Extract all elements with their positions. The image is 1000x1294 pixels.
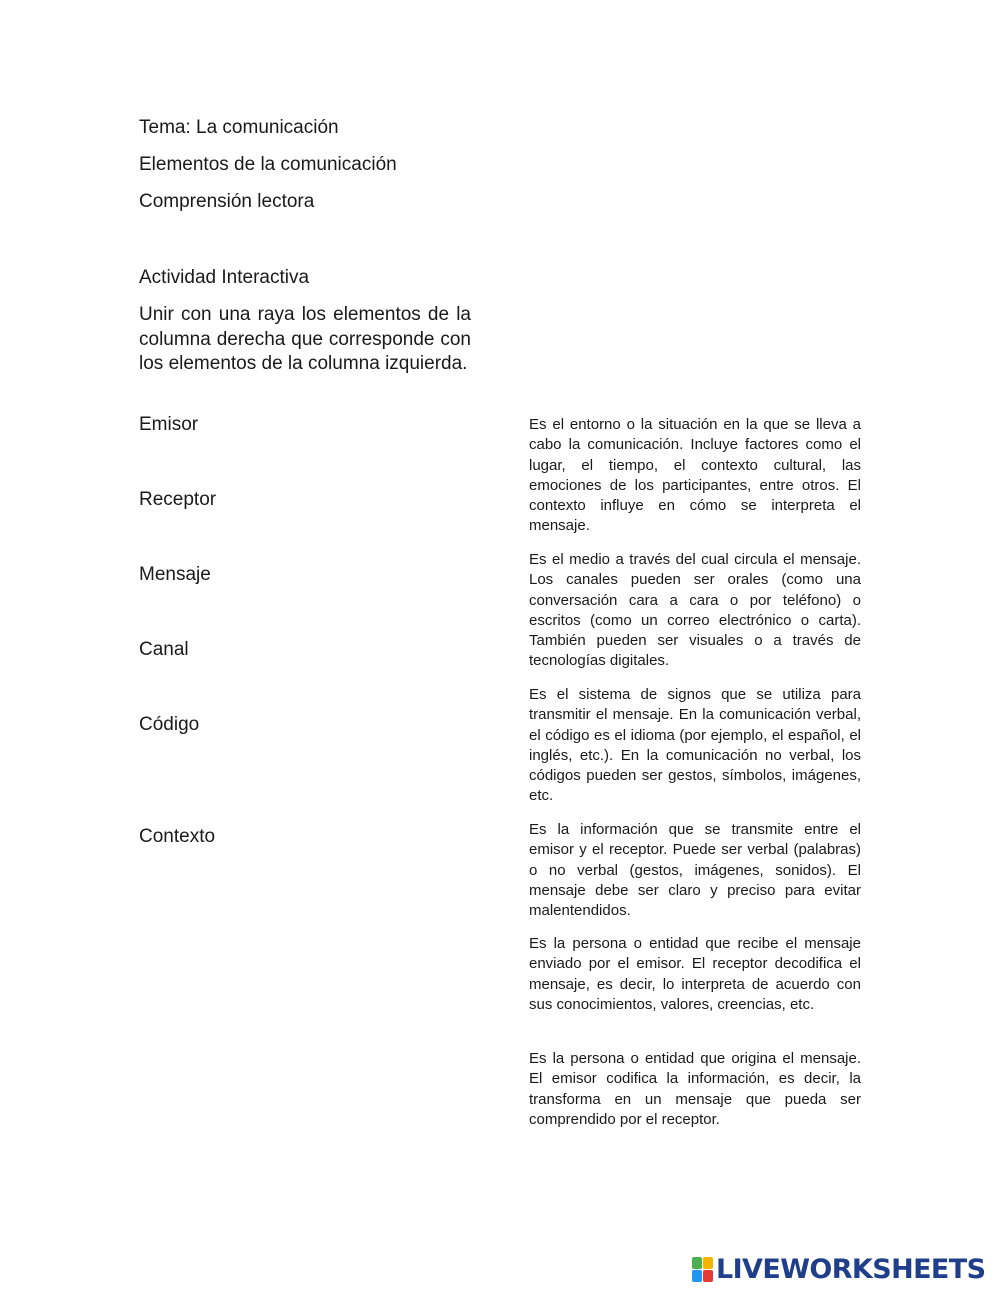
activity-instructions: Unir con una raya los elementos de la columna derecha que corresponde con los elementos de la columna izquierda. (139, 304, 471, 374)
term-receptor[interactable]: Receptor (139, 489, 217, 510)
term-canal[interactable]: Canal (139, 639, 189, 660)
definition-mensaje[interactable]: Es la información que se transmite entre el emisor y el receptor. Puede ser verbal (palabras) o no verbal (gestos, imágenes, sonidos). El mensaje debe ser claro y preciso para evitar malentendidos. (529, 821, 861, 920)
logo-icon-tile (692, 1270, 702, 1282)
term-emisor[interactable]: Emisor (139, 414, 199, 435)
term-mensaje[interactable]: Mensaje (139, 564, 211, 585)
logo-icon-tile (692, 1257, 702, 1269)
logo-icon-tile (703, 1257, 713, 1269)
subtopic-reading: Comprensión lectora (139, 191, 315, 212)
liveworksheets-logo (692, 1254, 985, 1286)
logo-text: LIVEWORKSHEETS (716, 1254, 986, 1285)
definition-canal[interactable]: Es el medio a través del cual circula el mensaje. Los canales pueden ser orales (como una conversación cara a cara o por teléfono) o escritos (como un correo electrónico o carta). También pueden ser visuales o a través de tecnologías digitales. (529, 551, 861, 670)
definition-contexto[interactable]: Es el entorno o la situación en la que se lleva a cabo la comunicación. Incluye factores como el lugar, el tiempo, el contexto cultural, las emociones de los participantes, entre otros. El contexto influye en cómo se interpreta el mensaje. (529, 416, 861, 535)
activity-title: Actividad Interactiva (139, 267, 310, 288)
term-contexto[interactable]: Contexto (139, 826, 216, 847)
liveworksheets-icon (692, 1257, 713, 1283)
subtopic-elements: Elementos de la comunicación (139, 154, 397, 175)
logo-icon-tile (703, 1270, 713, 1282)
definition-receptor[interactable]: Es la persona o entidad que recibe el mensaje enviado por el emisor. El receptor decodifica el mensaje, es decir, lo interpreta de acuerdo con sus conocimientos, valores, creencias, etc. (529, 935, 861, 1013)
definition-codigo[interactable]: Es el sistema de signos que se utiliza para transmitir el mensaje. En la comunicación verbal, el código es el idioma (por ejemplo, el español, el inglés, etc.). En la comunicación no verbal, los códigos pueden ser gestos, símbolos, imágenes, etc. (529, 686, 861, 805)
topic-title: Tema: La comunicación (139, 117, 339, 138)
definition-emisor[interactable]: Es la persona o entidad que origina el mensaje. El emisor codifica la información, es decir, la transforma en un mensaje que pueda ser comprendido por el receptor. (529, 1050, 861, 1128)
term-codigo[interactable]: Código (139, 714, 200, 735)
